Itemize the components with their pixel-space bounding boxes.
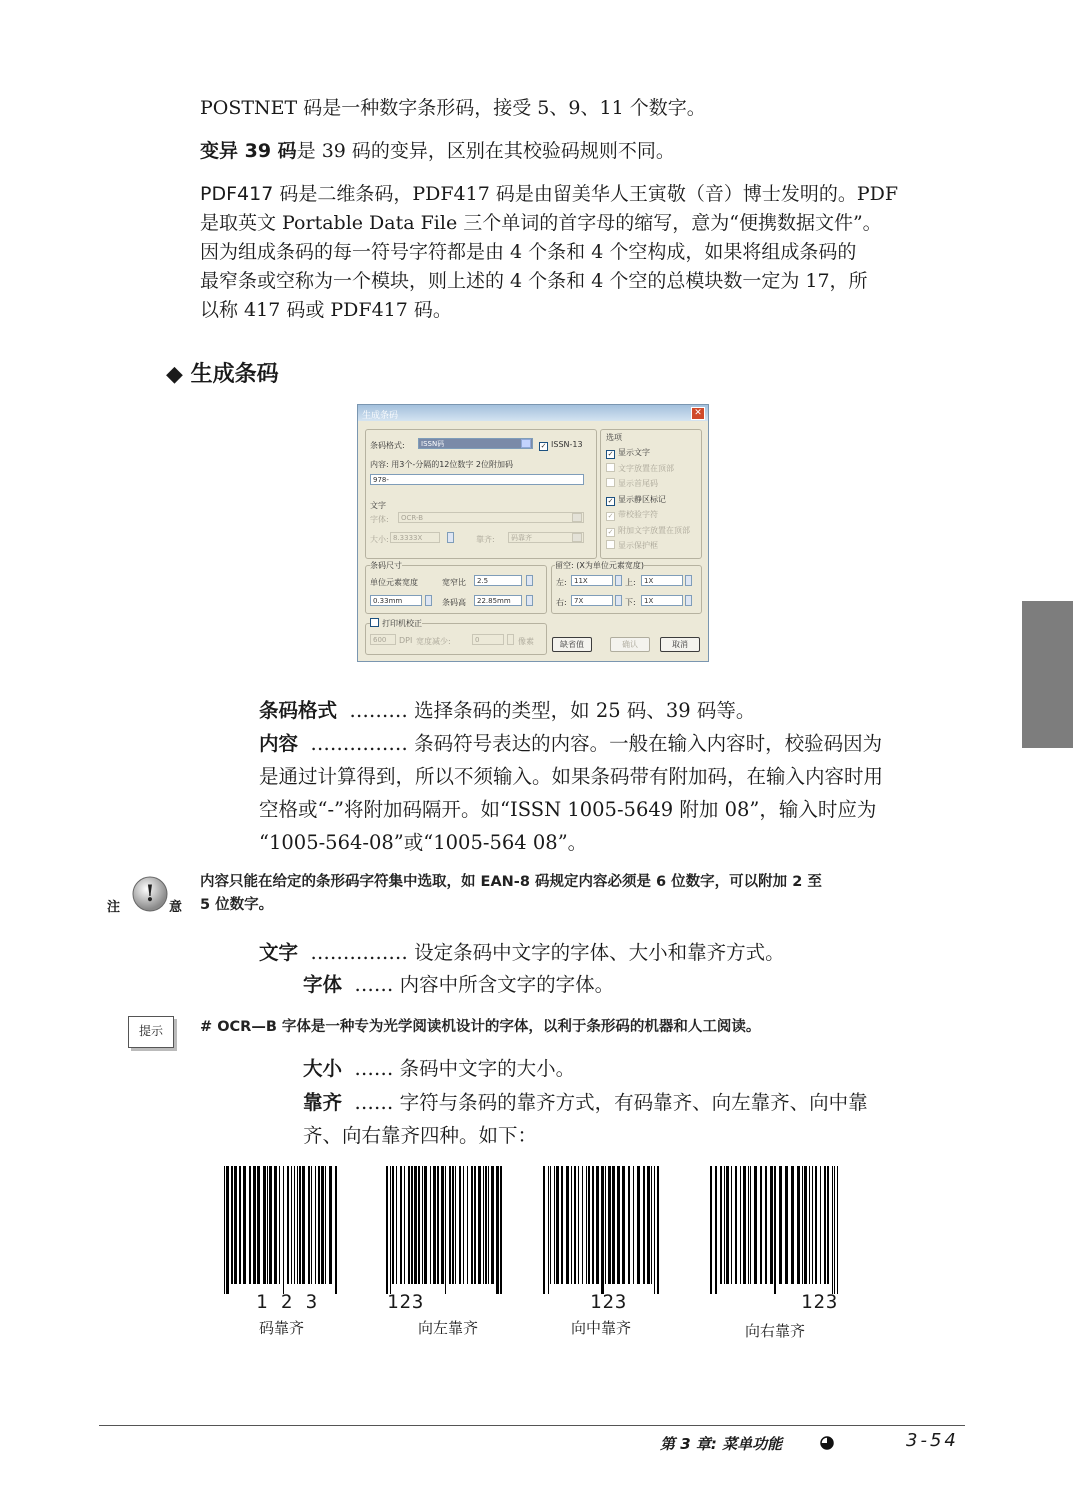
barcode-bar <box>239 1166 241 1284</box>
unit-spinner[interactable] <box>425 595 432 606</box>
barcode-caption-3: 123 <box>590 1291 628 1313</box>
attention-note-icon <box>107 872 187 918</box>
barcode-bar <box>809 1166 810 1284</box>
barcode-bar <box>601 1166 604 1294</box>
barcode-bar <box>471 1166 473 1284</box>
barcode-bar <box>231 1166 233 1284</box>
ratio-spinner[interactable] <box>526 575 533 586</box>
barcode-bar <box>824 1166 826 1284</box>
attention-label-left: 注 <box>107 900 121 915</box>
barcode-bar <box>311 1166 312 1284</box>
barcode-bar <box>548 1166 549 1294</box>
right-label: 右: <box>556 598 567 607</box>
barcode-bar <box>463 1166 464 1284</box>
barcode-bar <box>804 1166 807 1284</box>
barcode-bar <box>582 1166 583 1284</box>
barcode-left-aligned <box>384 1166 506 1294</box>
barcode-bar <box>224 1166 225 1294</box>
barcode-bar <box>418 1166 420 1284</box>
barcode-bar <box>710 1166 712 1294</box>
barcode-bar <box>500 1166 502 1294</box>
print-correction-checkbox[interactable]: 打印机校正 <box>370 618 422 629</box>
barcode-bar <box>596 1166 599 1284</box>
barcode-bar <box>234 1166 237 1284</box>
barcode-bar <box>269 1166 272 1284</box>
size-spinner[interactable] <box>447 532 454 543</box>
chevron-down-icon <box>572 533 582 542</box>
barcode-bar <box>488 1166 489 1284</box>
barcode-bar <box>779 1166 782 1284</box>
content-input[interactable]: 978- <box>370 474 584 485</box>
barcode-bar <box>605 1166 606 1284</box>
barcode-bar <box>588 1166 590 1284</box>
bottom-input[interactable]: 1X <box>641 595 683 606</box>
barcode-bar <box>612 1166 615 1284</box>
barcode-bar <box>765 1166 767 1284</box>
barcode-right-aligned <box>708 1166 843 1294</box>
barcode-bar <box>318 1166 320 1284</box>
format-select[interactable]: ISSN码 <box>418 438 533 449</box>
barcode-bar <box>422 1166 423 1284</box>
unit-input[interactable]: 0.33mm <box>370 595 422 606</box>
barcode-bar <box>802 1166 803 1284</box>
barcode-bar <box>556 1166 559 1284</box>
cancel-button[interactable]: 取消 <box>660 637 700 652</box>
barcode-bar <box>715 1166 717 1294</box>
barcode-code-aligned <box>222 1166 344 1294</box>
format-definition: 条码格式 ……… 选择条码的类型，如 25 码、39 码等。 <box>259 699 756 722</box>
barcode-bar <box>249 1166 251 1284</box>
barcode-bar <box>657 1166 659 1294</box>
barcode-bar <box>797 1166 800 1284</box>
unit-label: 单位元素宽度 <box>370 578 418 587</box>
barcode-bar <box>485 1166 487 1284</box>
barcode-bar <box>754 1166 757 1284</box>
barcode-bar <box>608 1166 611 1284</box>
dpi-select[interactable]: 600 <box>370 634 396 645</box>
barcode-bar <box>283 1166 284 1294</box>
barcode-bar <box>827 1166 829 1284</box>
barcode-bar <box>726 1166 729 1284</box>
options-list <box>606 445 690 554</box>
top-label: 上: <box>625 578 636 587</box>
barcode-bar <box>441 1166 444 1284</box>
barcode-bar <box>592 1166 594 1284</box>
content-label: 内容: 用3个-分隔的12位数字 2位附加码 <box>370 460 514 469</box>
barcode-bar <box>812 1166 813 1284</box>
left-input[interactable]: 11X <box>571 575 613 586</box>
align-select[interactable]: 码靠齐 <box>508 532 584 543</box>
barcode-bar <box>550 1166 551 1284</box>
barcode-bar <box>396 1166 397 1284</box>
barcode-caption-1: 1 2 3 <box>256 1291 319 1313</box>
size-group-label: 条码尺寸 <box>370 561 402 570</box>
option-quiet-zone[interactable]: ✓ 显示静区标记 <box>607 494 666 505</box>
barcode-bar <box>837 1166 838 1294</box>
barcode-bar <box>815 1166 817 1284</box>
font-label: 字体: <box>370 515 389 524</box>
footer-rule <box>99 1425 965 1426</box>
barcode-bar <box>430 1166 431 1284</box>
dpi-unit: DPI <box>399 636 413 645</box>
close-icon[interactable]: ✕ <box>691 407 705 420</box>
barcode-bar <box>496 1166 499 1294</box>
margin-group-label: 留空: (X为单位元素宽度) <box>555 561 644 570</box>
barcode-bar <box>647 1166 650 1284</box>
barcode-bar <box>386 1166 388 1294</box>
chevron-down-icon <box>521 439 531 448</box>
barcode-label-4: 向右靠齐 <box>745 1322 806 1340</box>
barcode-bar <box>750 1166 751 1284</box>
barcode-bar <box>243 1166 246 1284</box>
barcode-bar <box>586 1166 587 1284</box>
left-label: 左: <box>556 578 567 587</box>
postnet-paragraph: POSTNET 码是一种数字条形码，接受 5、9、11 个数字。 <box>200 97 706 119</box>
option-addon-top[interactable]: ✓ 附加文字放置在顶部 <box>607 525 690 536</box>
ratio-input[interactable]: 2.5 <box>474 575 522 586</box>
height-input[interactable]: 22.85mm <box>474 595 522 606</box>
svg-text:!: ! <box>145 881 155 907</box>
barcode-center-aligned <box>541 1166 663 1294</box>
option-guard-frame[interactable]: 显示保护框 <box>606 538 690 554</box>
barcode-bar <box>578 1166 579 1284</box>
barcode-bar <box>279 1166 280 1284</box>
barcode-bar <box>325 1166 326 1284</box>
barcode-bar <box>257 1166 260 1284</box>
footer-chapter: 第 3 章: 菜单功能 <box>660 1435 783 1453</box>
barcode-bar <box>740 1166 741 1284</box>
align-label: 靠齐: <box>476 535 495 544</box>
barcode-bar <box>408 1166 410 1284</box>
barcode-bar <box>785 1166 788 1284</box>
barcode-bar <box>654 1166 655 1294</box>
barcode-bar <box>411 1166 413 1284</box>
option-start-stop[interactable]: 显示首尾码 <box>606 476 690 492</box>
left-spinner[interactable] <box>615 575 622 586</box>
barcode-caption-4: 123 <box>801 1291 839 1313</box>
option-checksum[interactable]: ✓ 带校验字符 <box>607 510 658 520</box>
barcode-bar <box>424 1166 427 1284</box>
barcode-bar <box>308 1166 310 1284</box>
footer-page-number: 3-54 <box>906 1430 959 1451</box>
barcode-bar <box>633 1166 634 1284</box>
barcode-bar <box>400 1166 402 1284</box>
reduce-label: 宽度减少: <box>416 637 451 646</box>
barcode-bar <box>267 1166 268 1284</box>
barcode-bar <box>491 1166 494 1284</box>
barcode-bar <box>474 1166 476 1284</box>
dialog-titlebar: 生成条码 <box>358 405 708 421</box>
chapter-tab <box>1022 601 1073 748</box>
generate-barcode-dialog <box>357 404 709 662</box>
height-label: 条码高 <box>442 598 466 607</box>
tip-book-icon: 提示 <box>128 1016 174 1048</box>
barcode-bar <box>651 1166 652 1284</box>
barcode-bar <box>483 1166 484 1284</box>
barcode-caption-2: 123 <box>387 1291 425 1313</box>
barcode-bar <box>437 1166 439 1284</box>
barcode-bar <box>299 1166 301 1284</box>
font-definition: 字体 …… 内容中所含文字的字体。 <box>303 973 615 996</box>
barcode-bar <box>724 1166 725 1284</box>
top-spinner[interactable] <box>685 575 692 586</box>
content-definition: 内容 …………… 条码符号表达的内容。一般在输入内容时，校验码因为 是通过计算得到，所以不须输入。如果条码带有附加码，在输入内容时用 空格或“-”将附加码隔开。如“ISSN 1005-5649 附加 08”，输入时应为 “1005-564-08”或“1005-564 08”。 <box>259 732 884 854</box>
ok-button[interactable]: 确认 <box>610 637 650 652</box>
format-label: 条码格式: <box>370 441 405 450</box>
barcode-bar <box>390 1166 391 1294</box>
text-definition: 文字 …………… 设定条码中文字的字体、大小和靠齐方式。 <box>259 941 785 964</box>
barcode-bar <box>297 1166 298 1284</box>
barcode-bar <box>748 1166 749 1284</box>
align-definition: 靠齐 …… 字符与条码的靠齐方式，有码靠齐、向左靠齐、向中靠 齐、向右靠齐四种。如下： <box>303 1091 868 1147</box>
right-spinner[interactable] <box>615 595 622 606</box>
height-spinner[interactable] <box>526 595 533 606</box>
barcode-bar <box>414 1166 417 1284</box>
barcode-bar <box>770 1166 773 1284</box>
top-input[interactable]: 1X <box>641 575 683 586</box>
barcode-bar <box>335 1166 337 1294</box>
barcode-bar <box>449 1166 451 1284</box>
pdf417-paragraph: PDF417 码是二维条码，PDF417 码是由留美华人王寅敬（音）博士发明的。PDF 是取英文 Portable Data File 三个单词的首字母的缩写，意为“便携数据文件”。 因为组成条码的每一符号字符都是由 4 个条和 4 个空构成，如果将组成条码的 最窄条或空称为一个模块，则上述的 4 个条和 4 个空的总模块数一定为 17，所 以称 417 码或 PDF417 码。 <box>200 183 899 321</box>
barcode-bar <box>735 1166 737 1284</box>
barcode-bar <box>574 1166 576 1284</box>
barcode-bar <box>253 1166 256 1284</box>
barcode-bar <box>561 1166 563 1284</box>
size-input[interactable]: 8.3333X <box>390 532 440 543</box>
tip-note-text: # OCR—B 字体是一种专为光学阅读机设计的字体，以利于条形码的机器和人工阅读。 <box>200 1019 761 1035</box>
barcode-bar <box>617 1166 620 1284</box>
barcode-bar <box>820 1166 821 1284</box>
barcode-bar <box>433 1166 436 1284</box>
barcode-bar <box>321 1166 324 1284</box>
barcode-bar <box>226 1166 229 1294</box>
bottom-label: 下: <box>625 598 636 607</box>
chevron-down-icon <box>572 513 582 522</box>
barcode-bar <box>554 1166 555 1284</box>
barcode-bar <box>832 1166 833 1294</box>
barcode-label-2: 向左靠齐 <box>418 1319 479 1337</box>
text-group-label: 文字 <box>370 501 386 510</box>
bottom-spinner[interactable] <box>685 595 692 606</box>
barcode-bar <box>543 1166 545 1294</box>
issn13-checkbox[interactable]: ✓ ISSN-13 <box>540 440 583 450</box>
barcode-bar <box>566 1166 569 1284</box>
barcode-bar <box>329 1166 332 1284</box>
barcode-label-1: 码靠齐 <box>259 1319 305 1337</box>
barcode-bar <box>643 1166 645 1284</box>
option-text-top[interactable]: 文字放置在顶部 <box>606 461 690 477</box>
ratio-label: 宽窄比 <box>442 578 466 587</box>
barcode-bar <box>571 1166 572 1284</box>
barcode-bar <box>287 1166 289 1284</box>
reduce-unit: 像素 <box>518 637 534 646</box>
barcode-bar <box>291 1166 292 1284</box>
barcode-bar <box>455 1166 456 1284</box>
barcode-bar <box>622 1166 625 1284</box>
barcode-bar <box>467 1166 468 1284</box>
code39-paragraph: 变异 39 码是 39 码的变异，区别在其校验码规则不同。 <box>200 140 675 162</box>
barcode-bar <box>760 1166 762 1284</box>
barcode-bar <box>294 1166 295 1284</box>
option-show-text[interactable]: ✓ 显示文字 <box>607 448 650 458</box>
options-group-label: 选项 <box>606 433 622 442</box>
barcode-bar <box>459 1166 461 1284</box>
reduce-input[interactable]: 0 <box>472 634 504 645</box>
default-button[interactable]: 缺省值 <box>552 637 592 652</box>
right-input[interactable]: 7X <box>571 595 613 606</box>
barcode-label-3: 向中靠齐 <box>571 1319 632 1337</box>
half-circle-icon <box>820 1436 834 1450</box>
reduce-spinner[interactable] <box>507 634 514 645</box>
barcode-bar <box>392 1166 394 1284</box>
barcode-bar <box>452 1166 454 1284</box>
barcode-bar <box>302 1166 305 1284</box>
barcode-bar <box>478 1166 481 1284</box>
barcode-bar <box>774 1166 776 1294</box>
attention-label-right: 意 <box>169 900 183 915</box>
barcode-bar <box>720 1166 722 1284</box>
attention-note-text: 内容只能在给定的条形码字符集中选取，如 EAN-8 码规定内容必须是 6 位数字，可以附加 2 至 5 位数字。 <box>200 874 822 913</box>
barcode-bar <box>274 1166 277 1284</box>
font-select[interactable]: OCR-B <box>398 512 584 523</box>
barcode-bar <box>263 1166 266 1284</box>
barcode-bar <box>791 1166 794 1284</box>
section-heading: ◆ 生成条码 <box>166 362 279 387</box>
size-label: 大小: <box>370 535 389 544</box>
barcode-bar <box>445 1166 446 1294</box>
barcode-bar <box>731 1166 732 1284</box>
barcode-bar <box>628 1166 630 1284</box>
size-definition: 大小 …… 条码中文字的大小。 <box>303 1057 576 1080</box>
barcode-bar <box>404 1166 405 1284</box>
barcode-bar <box>315 1166 316 1284</box>
barcode-bar <box>637 1166 640 1284</box>
barcode-bar <box>743 1166 746 1284</box>
barcode-bar <box>834 1166 835 1294</box>
